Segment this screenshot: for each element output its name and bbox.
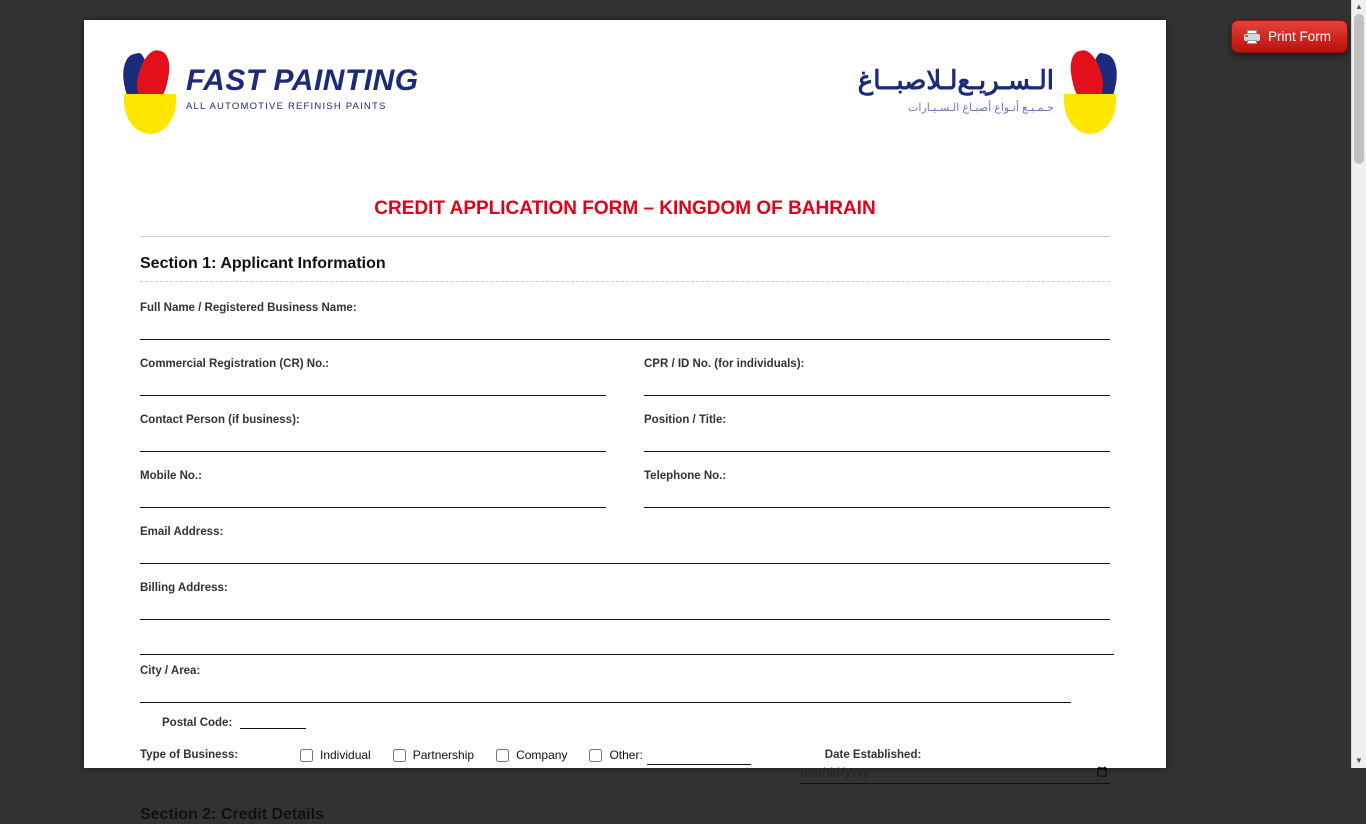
page-scrollbar[interactable] bbox=[1351, 0, 1366, 768]
title-divider bbox=[140, 236, 1110, 237]
page-title: CREDIT APPLICATION FORM – KINGDOM OF BAHRAIN bbox=[374, 198, 876, 219]
postal-code-row bbox=[162, 709, 1110, 729]
logo-swoosh-icon-mirrored bbox=[1056, 50, 1116, 135]
full-name-row bbox=[140, 302, 1110, 340]
cr-number-label: Commercial Registration (CR) No.: bbox=[140, 358, 330, 370]
business-type-option-label: Partnership bbox=[412, 748, 475, 762]
business-type-checkbox-other[interactable] bbox=[589, 749, 602, 762]
email-row bbox=[140, 526, 1110, 564]
billing-address-row bbox=[140, 582, 1110, 655]
section-1-heading: Section 1: Applicant Information bbox=[140, 255, 386, 272]
business-type-option-label: Company bbox=[516, 748, 568, 762]
city-row bbox=[140, 665, 1110, 703]
cr-number-input[interactable] bbox=[140, 374, 606, 396]
email-input[interactable] bbox=[140, 542, 1110, 564]
letterhead bbox=[84, 20, 1166, 170]
mobile-number-input[interactable] bbox=[140, 486, 606, 508]
scrollbar-up-arrow[interactable]: ▲ bbox=[1352, 0, 1366, 14]
brand-name-arabic: الـسـريـع‌لـلاصبــاغ bbox=[857, 65, 1054, 95]
business-type-option-other[interactable] bbox=[589, 745, 750, 765]
contact-person-label: Contact Person (if business): bbox=[140, 414, 300, 426]
business-type-checkbox-company[interactable] bbox=[496, 749, 509, 762]
full-name-input[interactable] bbox=[140, 318, 1110, 340]
fast-painting-logo-arabic bbox=[816, 50, 1116, 140]
billing-address-input-line2[interactable] bbox=[140, 628, 1114, 655]
brand-tagline: ALL AUTOMOTIVE REFINISH PAINTS bbox=[186, 101, 387, 112]
business-type-option-individual[interactable] bbox=[300, 748, 371, 762]
full-name-label: Full Name / Registered Business Name: bbox=[140, 302, 357, 314]
email-label: Email Address: bbox=[140, 526, 224, 538]
cr-cpr-row bbox=[140, 358, 1110, 396]
mobile-number-label: Mobile No.: bbox=[140, 470, 202, 482]
section-1-divider bbox=[140, 281, 1110, 282]
section-2-heading: Section 2: Credit Details bbox=[140, 806, 325, 823]
logo-swoosh-icon bbox=[124, 50, 184, 135]
print-form-button-label: Print Form bbox=[1267, 29, 1331, 44]
postal-code-label: Postal Code: bbox=[162, 717, 233, 729]
business-type-other-input[interactable] bbox=[647, 745, 751, 765]
business-type-option-label: Individual bbox=[320, 748, 371, 762]
cpr-number-input[interactable] bbox=[644, 374, 1110, 396]
billing-address-label: Billing Address: bbox=[140, 582, 228, 594]
billing-address-input[interactable] bbox=[140, 598, 1110, 620]
form-body bbox=[84, 198, 1166, 824]
telephone-number-input[interactable] bbox=[644, 486, 1110, 508]
business-type-label: Type of Business: bbox=[140, 749, 239, 761]
position-title-label: Position / Title: bbox=[644, 414, 727, 426]
city-area-label: City / Area: bbox=[140, 665, 201, 677]
business-type-option-partnership[interactable] bbox=[393, 748, 474, 762]
scrollbar-thumb[interactable] bbox=[1354, 14, 1364, 164]
printer-icon bbox=[1244, 30, 1260, 44]
print-form-button[interactable] bbox=[1231, 20, 1348, 53]
cpr-number-label: CPR / ID No. (for individuals): bbox=[644, 358, 805, 370]
brand-tagline-arabic: جـمـيـع أنـواع أصبـاغ الـسـيـارات bbox=[908, 101, 1054, 114]
telephone-number-label: Telephone No.: bbox=[644, 470, 727, 482]
business-type-checkbox-partnership[interactable] bbox=[393, 749, 406, 762]
postal-code-input[interactable] bbox=[240, 709, 306, 729]
contact-position-row bbox=[140, 414, 1110, 452]
business-type-checkbox-individual[interactable] bbox=[300, 749, 313, 762]
fast-painting-logo bbox=[124, 50, 424, 140]
scrollbar-down-arrow[interactable]: ▼ bbox=[1352, 754, 1366, 768]
business-type-option-company[interactable] bbox=[496, 748, 567, 762]
contact-person-input[interactable] bbox=[140, 430, 606, 452]
business-type-option-label: Other: bbox=[609, 748, 643, 762]
position-title-input[interactable] bbox=[644, 430, 1110, 452]
date-established-input[interactable] bbox=[799, 761, 1110, 784]
brand-name: FAST PAINTING bbox=[186, 64, 419, 97]
document-page bbox=[84, 20, 1166, 823]
date-established-label: Date Established: bbox=[824, 749, 922, 761]
city-area-input[interactable] bbox=[140, 681, 1071, 703]
mobile-telephone-row bbox=[140, 470, 1110, 508]
